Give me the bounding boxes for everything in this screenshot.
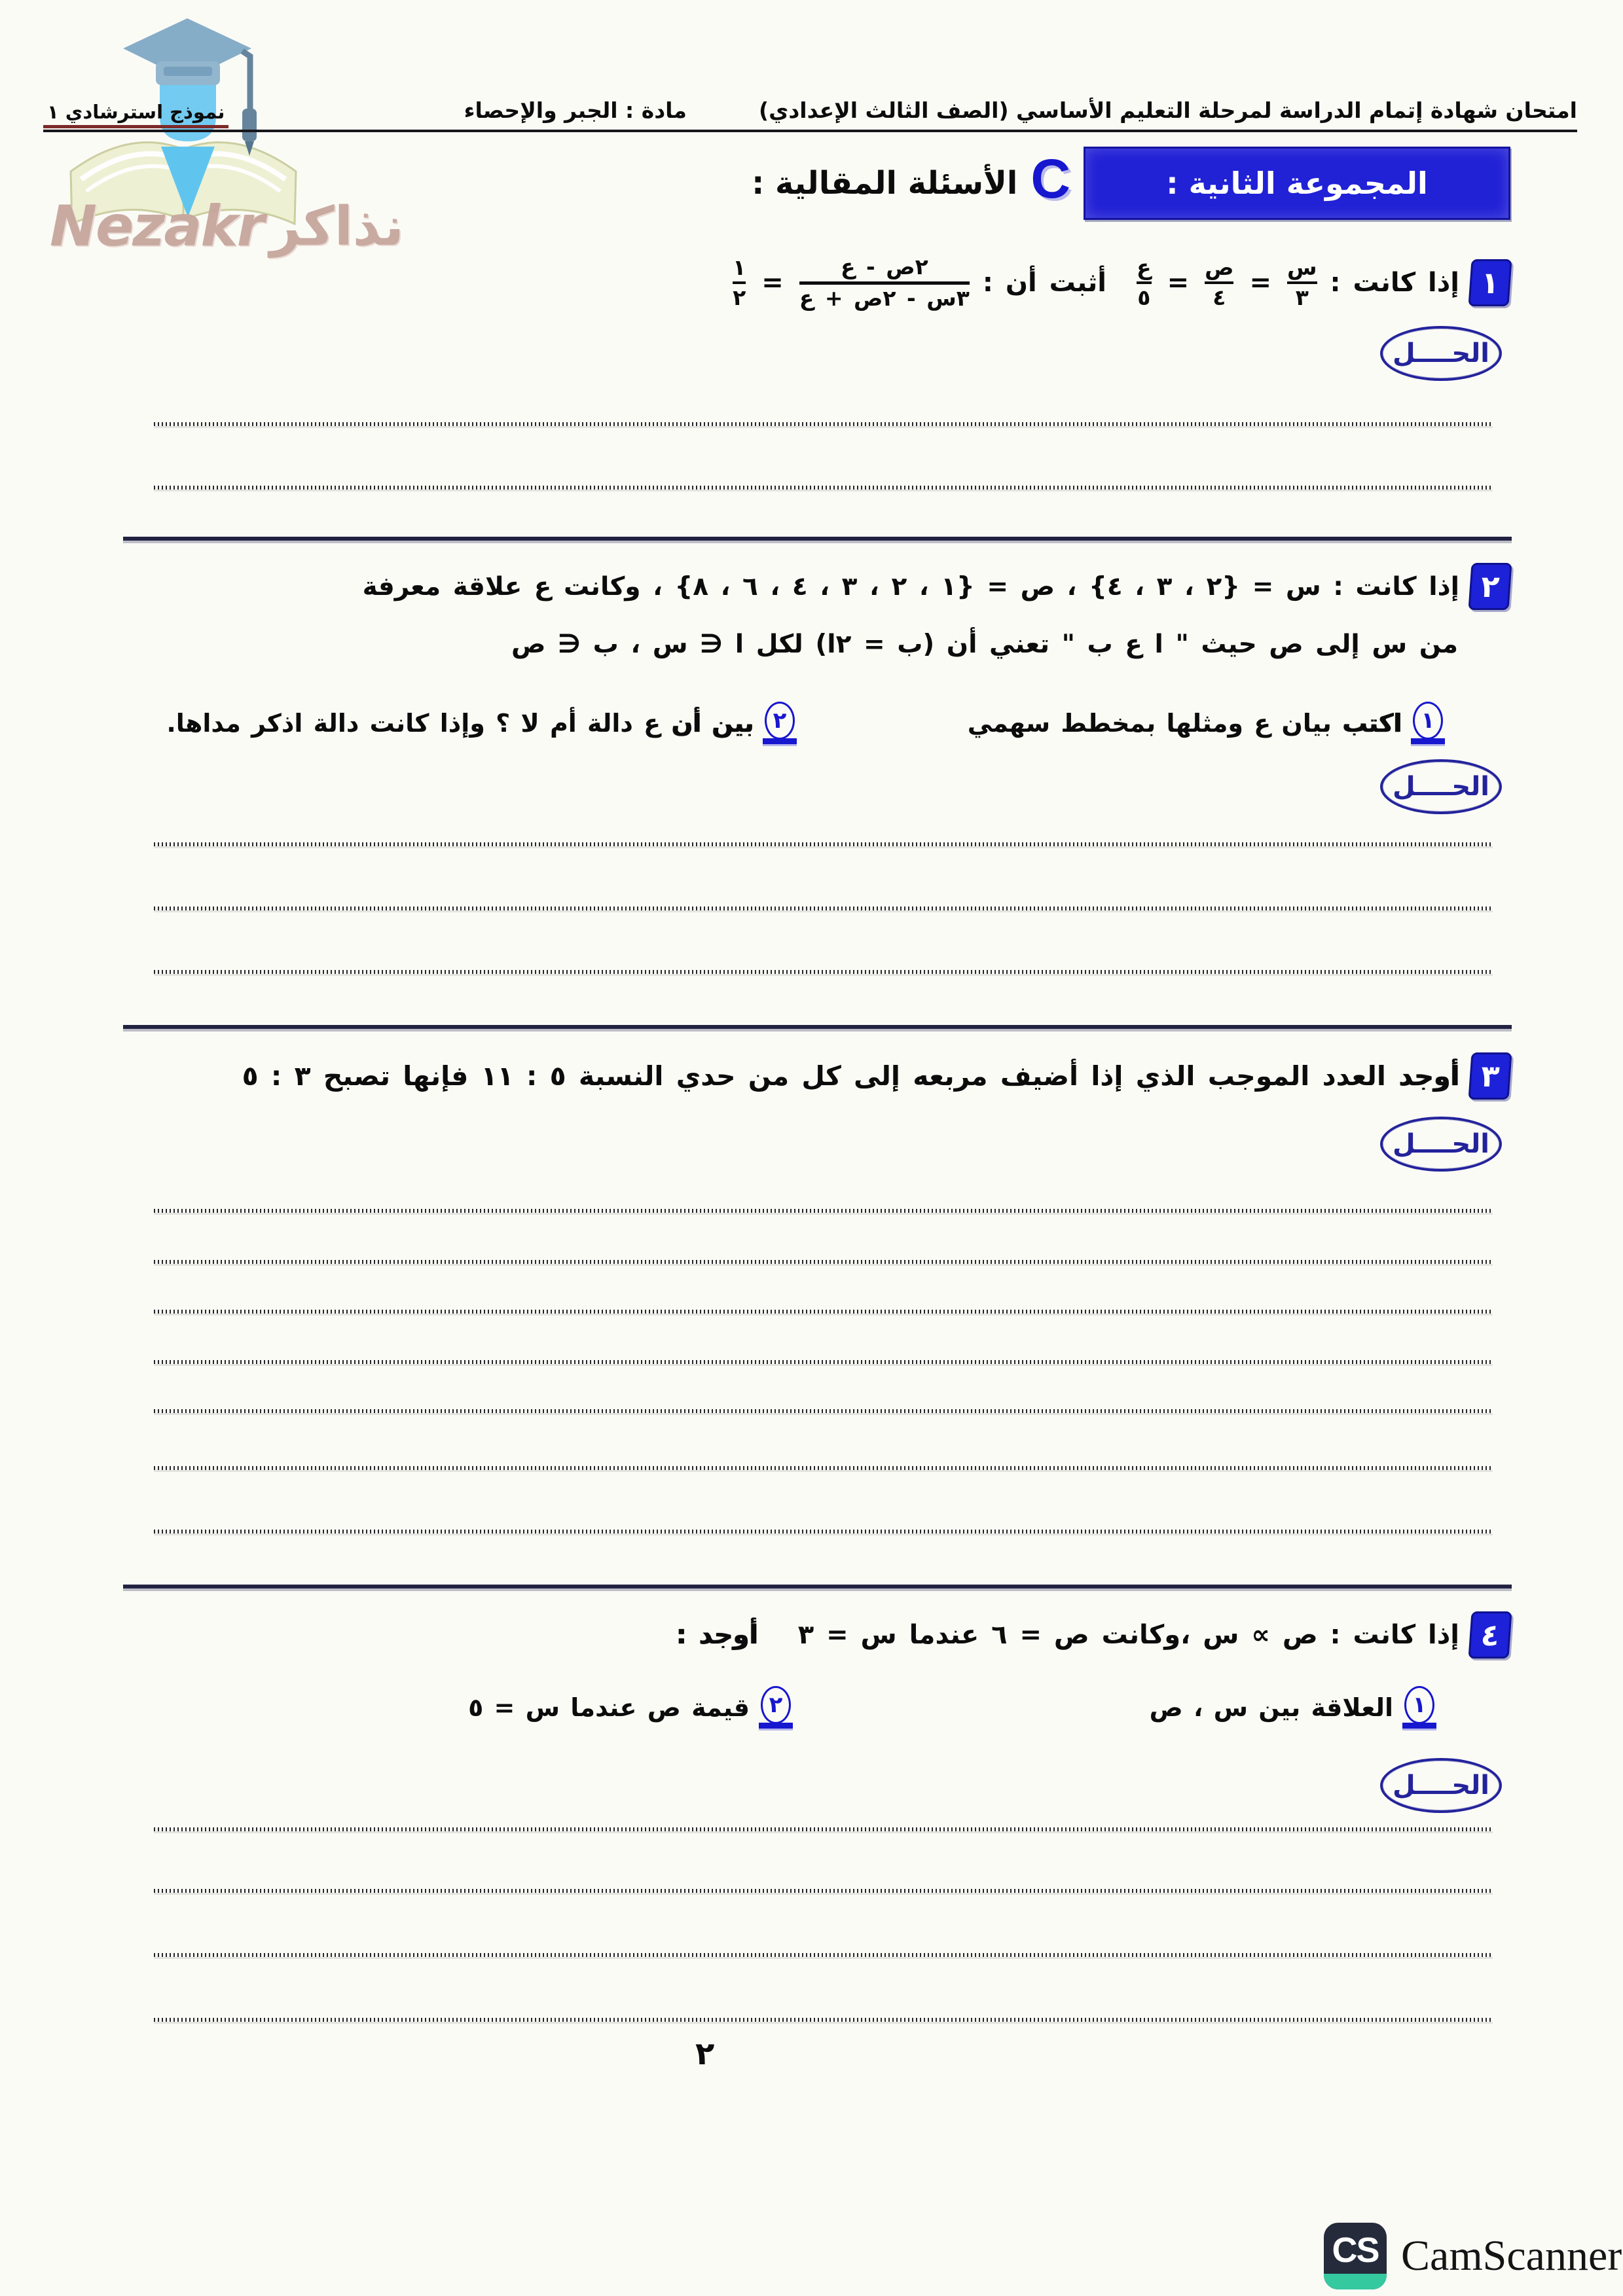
camscanner-name: CamScanner — [1401, 2232, 1622, 2280]
question-1-prove-label: أثبت أن : — [982, 268, 1107, 298]
sub-question-verb: اكتب — [1342, 708, 1402, 738]
sub-question-number: ٢ — [761, 1686, 791, 1724]
answer-dotted-line — [154, 1466, 1493, 1470]
sub-question-text: العلاقة بين س ، ص — [1149, 1693, 1393, 1722]
fraction-x-over-3 — [1287, 256, 1317, 311]
question-4-sub-2 — [468, 1686, 793, 1729]
question-4-sub-1 — [1150, 1686, 1436, 1729]
section-title: الأسئلة المقالية : — [752, 165, 1018, 202]
solution-badge — [1380, 326, 1502, 381]
question-1 — [730, 255, 1510, 311]
sub-question-underline — [1402, 1723, 1436, 1729]
solution-badge — [1380, 759, 1502, 814]
group-title-box — [1084, 147, 1510, 220]
question-3-text: العدد الموجب الذي إذا أضيف مربعه إلى كل من حدي النسبة ٥ : ١١ فإنها تصبح ٣ : ٥ — [242, 1060, 1386, 1092]
answer-dotted-line — [154, 1530, 1493, 1534]
fraction-denominator: ٣ — [1295, 285, 1309, 311]
question-2-sub-1 — [968, 702, 1445, 744]
equals-sign: = — [1249, 268, 1271, 298]
fraction-denominator: ٢ — [733, 285, 746, 311]
answer-dotted-line — [154, 842, 1493, 846]
fraction-denominator: ٤ — [1213, 285, 1226, 311]
fraction-bar — [1287, 281, 1317, 284]
nezakr-arabic-text: نذاكر — [270, 195, 404, 258]
answer-dotted-line — [154, 1409, 1493, 1413]
camscanner-icon — [1324, 2223, 1387, 2289]
sub-question-text: بيان ع ومثلها بمخطط سهمي — [967, 708, 1332, 738]
sub-question-underline — [759, 1723, 793, 1729]
sub-question-marker — [763, 702, 797, 744]
sub-question-text: ع دالة أم لا ؟ وإذا كانت دالة اذكر مداها. — [166, 708, 661, 738]
answer-dotted-line — [154, 1827, 1493, 1831]
question-4-verb: أوجد : — [676, 1620, 758, 1650]
section-divider — [123, 537, 1512, 541]
fraction-z-over-5 — [1137, 256, 1152, 311]
nezakr-wordmark — [50, 194, 404, 259]
equals-sign: = — [1167, 268, 1190, 298]
fraction-y-over-4 — [1205, 256, 1233, 311]
answer-dotted-line — [154, 1209, 1493, 1213]
question-2-number-badge: ٢ — [1468, 563, 1512, 610]
sub-question-marker — [1402, 1686, 1436, 1729]
fraction-bar — [733, 281, 746, 284]
big-fraction — [799, 255, 970, 311]
equals-sign: = — [761, 268, 784, 298]
page-header — [43, 96, 1577, 132]
sub-question-marker — [759, 1686, 793, 1729]
fraction-bar — [1137, 281, 1152, 284]
answer-dotted-line — [154, 1953, 1493, 1957]
question-3-verb: أوجد — [1398, 1060, 1459, 1092]
question-3 — [242, 1052, 1510, 1100]
question-3-number-badge: ٣ — [1468, 1052, 1512, 1100]
sub-question-text: قيمة ص عندما س = ٥ — [468, 1693, 750, 1722]
answer-dotted-line — [154, 1360, 1493, 1364]
nezakr-latin-text: Nezakr — [50, 194, 263, 259]
fraction-numerator: ع — [1137, 254, 1152, 280]
question-2-line2: من س إلى ص حيث " ا ع ب " تعني أن (ب = ٢ا) لكل ا ∈ س ، ب ∈ ص — [511, 630, 1458, 659]
fraction-numerator: ٢ص - ع — [840, 254, 928, 279]
fraction-bar — [799, 281, 970, 285]
solution-label: الحــــل — [1393, 338, 1489, 368]
question-2-line1: إذا كانت : س = {٢ ، ٣ ، ٤} ، ص = {١ ، ٢ ، ٣ ، ٤ ، ٦ ، ٨} ، وكانت ع علاقة معرفة — [362, 571, 1459, 601]
answer-dotted-line — [154, 1889, 1493, 1893]
answer-dotted-line — [154, 1310, 1493, 1314]
solution-label: الحــــل — [1393, 772, 1489, 802]
sub-question-underline — [763, 738, 797, 744]
sub-question-marker — [1411, 702, 1445, 744]
question-2-sub-2 — [166, 702, 797, 744]
camscanner-watermark — [1324, 2223, 1622, 2289]
sub-question-underline — [1411, 738, 1445, 744]
solution-label: الحــــل — [1393, 1129, 1489, 1159]
question-4 — [676, 1611, 1510, 1659]
camscanner-icon-teal-strip — [1324, 2274, 1387, 2289]
group-title: المجموعة الثانية : — [1166, 166, 1428, 201]
sub-question-verb: بين أن — [671, 708, 754, 738]
answer-dotted-line — [154, 970, 1493, 974]
answer-dotted-line — [154, 906, 1493, 910]
fraction-denominator: ٣س - ٢ص + ع — [799, 285, 970, 311]
section-bullet-icon: C — [1030, 148, 1070, 210]
answer-dotted-line — [154, 422, 1493, 426]
solution-label: الحــــل — [1393, 1770, 1489, 1801]
question-2 — [363, 563, 1510, 610]
fraction-numerator: ١ — [733, 254, 746, 280]
answer-dotted-line — [154, 2018, 1493, 2022]
section-divider — [123, 1025, 1512, 1029]
sub-question-number: ١ — [1413, 702, 1443, 740]
sub-question-number: ١ — [1404, 1686, 1434, 1724]
model-label: نموذج استرشادي ١ — [43, 101, 228, 128]
question-1-number-badge: ١ — [1468, 259, 1512, 306]
solution-badge — [1380, 1758, 1502, 1813]
question-4-text: إذا كانت : ص ∝ س ،وكانت ص = ٦ عندما س = ٣ — [797, 1620, 1459, 1650]
exam-title: امتحان شهادة إتمام الدراسة لمرحلة التعليم الأساسي (الصف الثالث الإعدادي) — [759, 98, 1577, 123]
page-number: ٢ — [695, 2036, 715, 2072]
camscanner-initials: CS — [1332, 2231, 1379, 2270]
question-1-intro: إذا كانت : — [1330, 268, 1459, 298]
answer-dotted-line — [154, 486, 1493, 490]
fraction-numerator: س — [1287, 254, 1317, 280]
fraction-denominator: ٥ — [1137, 285, 1151, 311]
sub-question-number: ٢ — [765, 702, 795, 740]
solution-badge — [1380, 1117, 1502, 1172]
question-4-number-badge: ٤ — [1468, 1611, 1512, 1659]
subject-label: مادة : الجبر والإحصاء — [464, 98, 687, 123]
fraction-numerator: ص — [1205, 254, 1234, 280]
fraction-bar — [1205, 281, 1233, 284]
section-strip — [752, 147, 1510, 220]
answer-dotted-line — [154, 1260, 1493, 1264]
fraction-1-over-2 — [733, 256, 746, 311]
section-divider — [123, 1585, 1512, 1588]
